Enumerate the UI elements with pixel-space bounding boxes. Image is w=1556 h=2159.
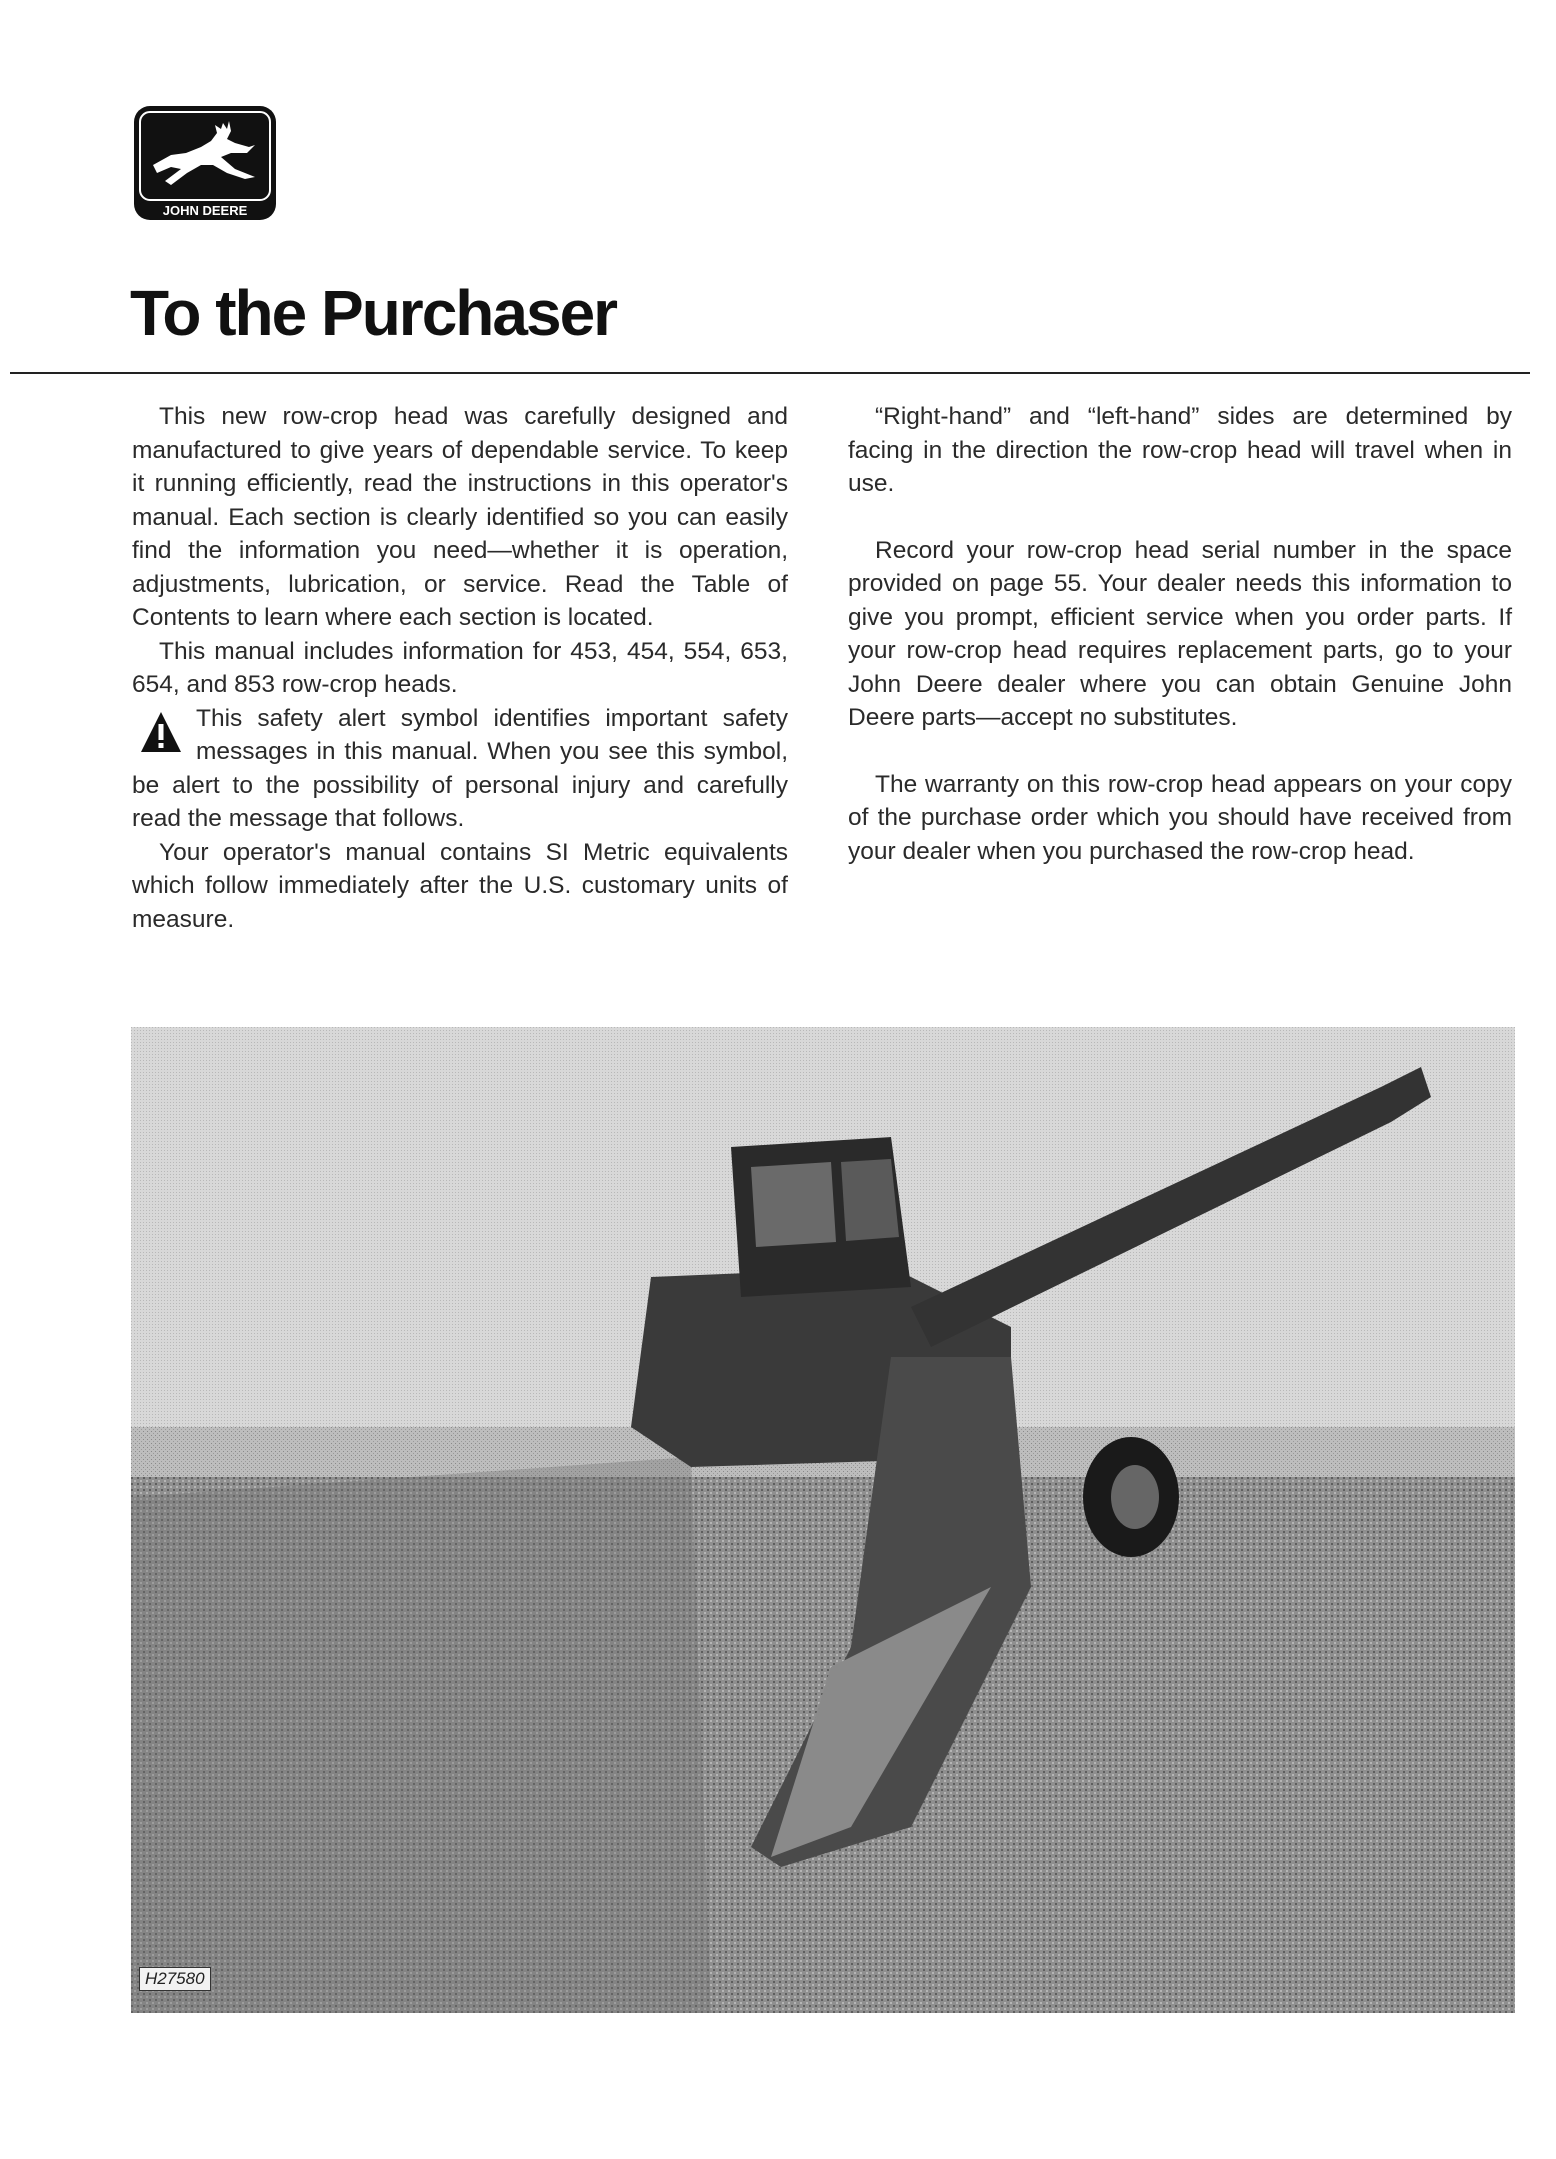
- john-deere-logo: [131, 103, 279, 223]
- leaping-deer-icon: [131, 103, 279, 223]
- photo-id-label: H27580: [139, 1967, 211, 1991]
- safety-paragraph: [132, 702, 788, 836]
- combine-harvester-photo: [131, 1027, 1515, 2013]
- logo-text: JOHN DEERE: [162, 203, 248, 218]
- left-column: [132, 400, 788, 936]
- sides-paragraph: “Right-hand” and “left-hand” sides are determined by facing in the direction the row-crop head will travel when in use.: [848, 403, 1512, 497]
- title-divider: [10, 372, 1530, 374]
- models-paragraph: This manual includes information for 453, 454, 554, 653, 654, and 853 row-crop heads.: [132, 637, 788, 698]
- right-column: [848, 400, 1512, 868]
- page-title: To the Purchaser: [130, 277, 617, 349]
- safety-alert-icon: [140, 710, 182, 754]
- warranty-paragraph: The warranty on this row-crop head appears on your copy of the purchase order which you should have received from your dealer when you purchased the row-crop head.: [848, 770, 1512, 865]
- intro-paragraph: This new row-crop head was carefully designed and manufactured to give years of dependable service. To keep it running efficiently, read the instructions in this operator's manual. Each section is clearly identified so you can easily find the information you need—whether it is operation, adjustments, lubrication, or service. Read the Table of Contents to learn where each section is located.: [132, 403, 788, 631]
- safety-text: This safety alert symbol identifies important safety messages in this manual. When you see this symbol, be alert to the possibility of personal injury and carefully read the message that follows.: [132, 704, 788, 832]
- metric-paragraph: Your operator's manual contains SI Metric equivalents which follow immediately after the U.S. customary units of measure.: [132, 838, 788, 933]
- combine-illustration: [131, 1027, 1515, 2013]
- serial-number-paragraph: Record your row-crop head serial number in the space provided on page 55. Your dealer needs this information to give you prompt, efficient service when you order parts. If your row-crop head requires replacement parts, go to your John Deere dealer where you can obtain Genuine John Deere parts—accept no substitutes.: [848, 536, 1512, 731]
